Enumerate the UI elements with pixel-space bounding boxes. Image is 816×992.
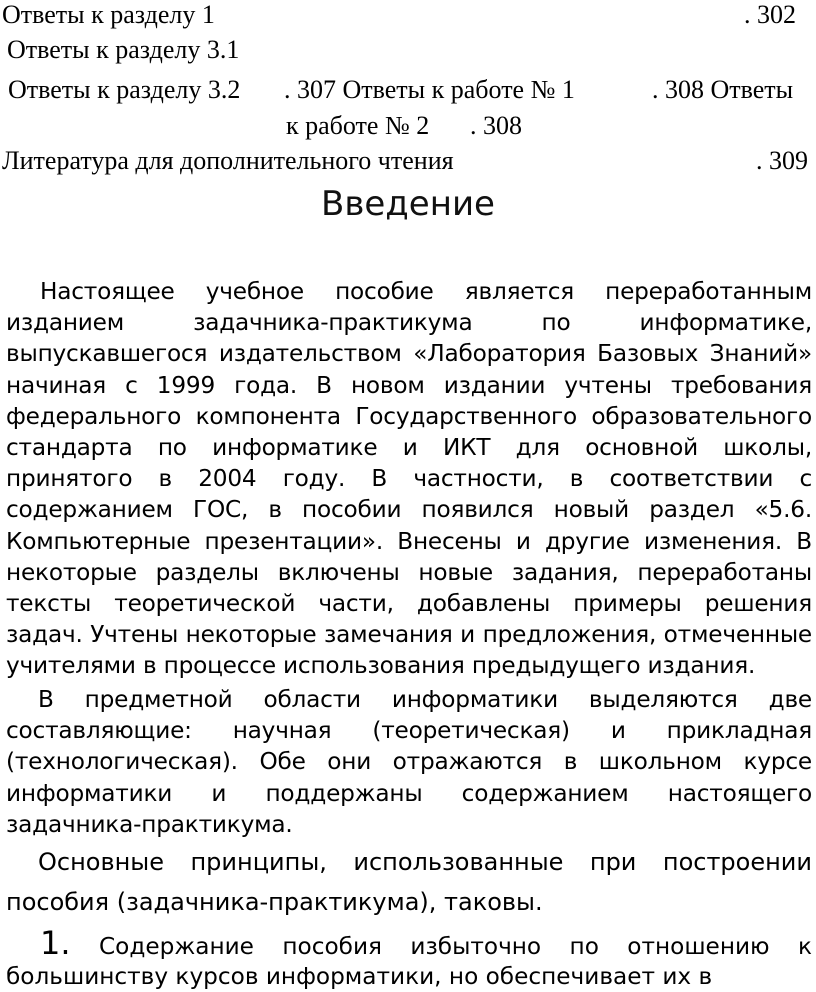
page-title: Введение xyxy=(321,184,495,224)
toc-label: к работе № 2 xyxy=(286,111,430,140)
toc-label: Ответы к разделу 3.1 xyxy=(7,35,240,64)
list-item-number: 1. xyxy=(40,924,71,962)
principles-intro: Основные принципы, использованные при построении пособия (задачника-практикума), таковы. xyxy=(6,848,812,916)
toc-label: Ответы к разделу 3.2 xyxy=(8,75,241,104)
toc-label: Ответы к разделу 1 xyxy=(2,0,215,29)
toc-label: Литература для дополнительного чтения xyxy=(2,146,454,175)
toc-page: . 302 xyxy=(744,0,796,29)
toc-page: . 309 xyxy=(756,146,808,175)
toc-label: . 308 Ответы xyxy=(652,75,794,104)
list-item xyxy=(6,924,812,992)
paragraph: Настоящее учебное пособие является переработанным изданием задачника-практикума по информатике, выпускавшегося издательством «Лаборатория Базовых Знаний» начиная с 1999 года. В новом издании учтены требования федерального компонента Государственного образовательного стандарта по информатике и ИКТ для основной школы, принятого в 2004 году. В частности, в соответствии с содержанием ГОС, в пособии появился новый раздел «5.6. Компьютерные презентации». Внесены и другие изменения. В некоторые разделы включены новые задания, переработаны тексты теоретической части, добавлены примеры решения задач. Учтены некоторые замечания и предложения, отмеченные учителями в процессе использования предыдущего издания. xyxy=(6,278,812,680)
toc-page: . 308 xyxy=(470,111,522,140)
list-item-text: Содержание пособия избыточно по отношению к большинству курсов информатики, но обеспечивает их в xyxy=(6,933,812,990)
paragraph: В предметной области информатики выделяются две составляющие: научная (теоретическая) и прикладная (технологическая). Обе они отражаются в школьном курсе информатики и поддержаны содержанием настоящего задачника-практикума. xyxy=(6,686,812,838)
toc-label: . 307 Ответы к работе № 1 xyxy=(284,75,575,104)
